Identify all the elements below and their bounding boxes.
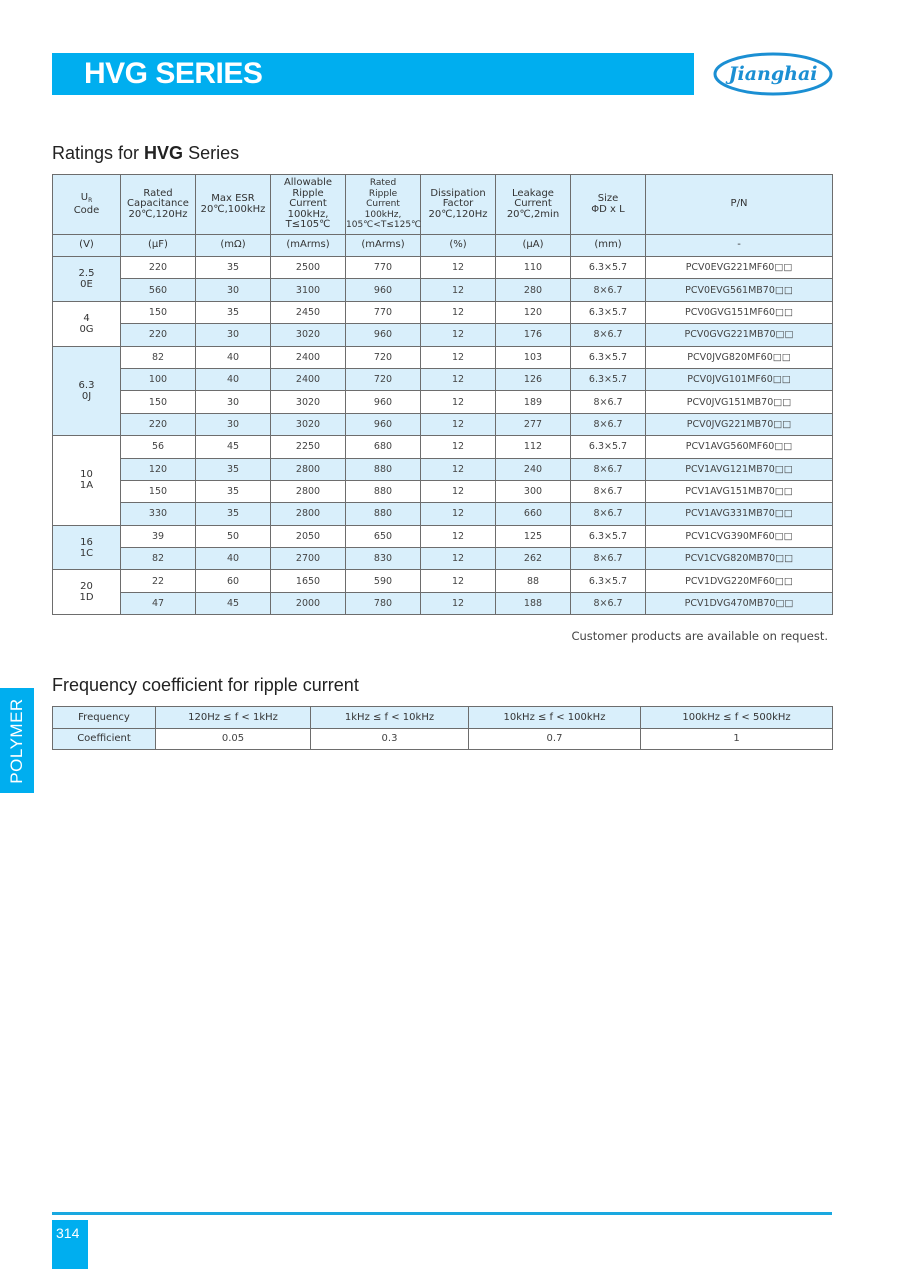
ratings-row [53,413,833,435]
part-number-cell: PCV1CVG820MB70□□ [646,548,833,570]
capacitance-cell: 47 [121,592,196,614]
leakage-current-cell: 176 [496,324,571,346]
part-number-cell: PCV0GVG151MF60□□ [646,301,833,323]
allowable-ripple-cell: 2450 [271,301,346,323]
header-rated-ripple: Rated Ripple Current 100kHz, 105℃<T≤125℃ [346,175,421,235]
capacitance-cell: 100 [121,368,196,390]
voltage-code-cell [53,525,121,570]
rated-ripple-cell: 770 [346,301,421,323]
allowable-ripple-cell: 3020 [271,324,346,346]
allowable-ripple-cell: 2500 [271,257,346,279]
dissipation-factor-cell: 12 [421,301,496,323]
rated-ripple-cell: 960 [346,279,421,301]
voltage-code: 0J [81,390,92,402]
leakage-current-cell: 262 [496,548,571,570]
coefficient-row [53,728,833,750]
leakage-current-cell: 110 [496,257,571,279]
ratings-row [53,301,833,323]
part-number-cell: PCV0GVG221MB70□□ [646,324,833,346]
header-allowable-ripple: Allowable Ripple Current 100kHz, T≤105℃ [271,175,346,235]
max-esr-cell: 35 [196,480,271,502]
voltage-code: 1A [79,480,94,492]
part-number-cell: PCV0JVG221MB70□□ [646,413,833,435]
leakage-current-cell: 277 [496,413,571,435]
header-size: Size ΦD x L [571,175,646,235]
unit-cell: (μF) [121,235,196,257]
capacitance-cell: 82 [121,548,196,570]
dissipation-factor-cell: 12 [421,548,496,570]
size-cell: 6.3×5.7 [571,525,646,547]
size-cell: 8×6.7 [571,458,646,480]
capacitance-cell: 220 [121,257,196,279]
part-number-cell: PCV1AVG560MF60□□ [646,436,833,458]
max-esr-cell: 40 [196,368,271,390]
unit-cell: (mΩ) [196,235,271,257]
dissipation-factor-cell: 12 [421,346,496,368]
jianghai-logo [712,51,834,97]
frequency-range: 1kHz ≤ f < 10kHz [311,707,469,729]
size-cell: 6.3×5.7 [571,346,646,368]
dissipation-factor-cell: 12 [421,592,496,614]
allowable-ripple-cell: 3020 [271,413,346,435]
max-esr-cell: 30 [196,324,271,346]
capacitance-cell: 330 [121,503,196,525]
coefficient-value: 0.05 [156,728,311,750]
ratings-row [53,592,833,614]
part-number-cell: PCV1AVG331MB70□□ [646,503,833,525]
ratings-row [53,458,833,480]
max-esr-cell: 60 [196,570,271,592]
ratings-row [53,503,833,525]
voltage-code-cell [53,301,121,346]
unit-cell: (mm) [571,235,646,257]
max-esr-cell: 45 [196,436,271,458]
rated-ripple-cell: 880 [346,503,421,525]
rated-ripple-cell: 780 [346,592,421,614]
voltage-code: 0G [79,323,94,335]
dissipation-factor-cell: 12 [421,525,496,547]
allowable-ripple-cell: 2800 [271,480,346,502]
allowable-ripple-cell: 2050 [271,525,346,547]
frequency-row [53,707,833,729]
size-cell: 8×6.7 [571,413,646,435]
size-cell: 8×6.7 [571,391,646,413]
frequency-range: 120Hz ≤ f < 1kHz [156,707,311,729]
ratings-header-row [53,175,833,235]
capacitance-cell: 39 [121,525,196,547]
rated-voltage: 16 [80,536,93,548]
allowable-ripple-cell: 2700 [271,548,346,570]
capacitance-cell: 220 [121,324,196,346]
max-esr-cell: 30 [196,391,271,413]
capacitance-cell: 120 [121,458,196,480]
dissipation-factor-cell: 12 [421,503,496,525]
series-banner [52,53,694,95]
ratings-row [53,548,833,570]
allowable-ripple-cell: 3100 [271,279,346,301]
size-cell: 6.3×5.7 [571,570,646,592]
ratings-row [53,346,833,368]
rated-ripple-cell: 960 [346,324,421,346]
rated-voltage: 4 [83,312,90,324]
ratings-title-prefix: Ratings for [52,143,145,163]
rated-ripple-cell: 650 [346,525,421,547]
allowable-ripple-cell: 2400 [271,346,346,368]
max-esr-cell: 30 [196,413,271,435]
max-esr-cell: 40 [196,346,271,368]
max-esr-cell: 35 [196,458,271,480]
rated-ripple-cell: 680 [346,436,421,458]
capacitance-cell: 150 [121,391,196,413]
rated-voltage: 6.3 [78,379,95,391]
header-dissipation-factor: Dissipation Factor 20℃,120Hz [421,175,496,235]
ratings-row [53,368,833,390]
size-cell: 6.3×5.7 [571,436,646,458]
header-capacitance: Rated Capacitance 20℃,120Hz [121,175,196,235]
rated-voltage: 2.5 [78,267,95,279]
capacitance-cell: 220 [121,413,196,435]
part-number-cell: PCV0JVG820MF60□□ [646,346,833,368]
unit-cell: (V) [53,235,121,257]
side-tab-label: POLYMER [7,697,26,784]
ratings-row [53,525,833,547]
dissipation-factor-cell: 12 [421,570,496,592]
ratings-row [53,436,833,458]
allowable-ripple-cell: 2250 [271,436,346,458]
capacitance-cell: 82 [121,346,196,368]
rated-ripple-cell: 720 [346,346,421,368]
rated-ripple-cell: 830 [346,548,421,570]
size-cell: 6.3×5.7 [571,257,646,279]
footer-divider [52,1212,832,1215]
part-number-cell: PCV0JVG151MB70□□ [646,391,833,413]
ratings-row [53,257,833,279]
rated-ripple-cell: 960 [346,413,421,435]
max-esr-cell: 35 [196,257,271,279]
size-cell: 8×6.7 [571,324,646,346]
header-leakage-current: Leakage Current 20℃,2min [496,175,571,235]
capacitance-cell: 150 [121,301,196,323]
coefficient-value: 1 [641,728,833,750]
series-title: HVG SERIES [84,57,263,90]
frequency-label: Frequency [53,707,156,729]
rated-ripple-cell: 720 [346,368,421,390]
part-number-cell: PCV0JVG101MF60□□ [646,368,833,390]
unit-cell: (μA) [496,235,571,257]
frequency-range: 10kHz ≤ f < 100kHz [469,707,641,729]
logo-text: Jianghai [728,63,818,85]
dissipation-factor-cell: 12 [421,458,496,480]
dissipation-factor-cell: 12 [421,436,496,458]
size-cell: 6.3×5.7 [571,368,646,390]
ratings-row [53,570,833,592]
allowable-ripple-cell: 2400 [271,368,346,390]
leakage-current-cell: 88 [496,570,571,592]
ratings-row [53,279,833,301]
rated-ripple-cell: 880 [346,480,421,502]
size-cell: 8×6.7 [571,592,646,614]
part-number-cell: PCV0EVG221MF60□□ [646,257,833,279]
rated-ripple-cell: 880 [346,458,421,480]
voltage-code: 1C [79,547,94,559]
size-cell: 8×6.7 [571,548,646,570]
max-esr-cell: 40 [196,548,271,570]
part-number-cell: PCV1AVG121MB70□□ [646,458,833,480]
part-number-cell: PCV1AVG151MB70□□ [646,480,833,502]
allowable-ripple-cell: 2800 [271,458,346,480]
frequency-range: 100kHz ≤ f < 500kHz [641,707,833,729]
leakage-current-cell: 188 [496,592,571,614]
max-esr-cell: 30 [196,279,271,301]
part-number-cell: PCV1CVG390MF60□□ [646,525,833,547]
customer-note: Customer products are available on request. [571,629,828,643]
dissipation-factor-cell: 12 [421,391,496,413]
leakage-current-cell: 112 [496,436,571,458]
rated-ripple-cell: 590 [346,570,421,592]
voltage-code: 1D [79,592,94,604]
ratings-title-series: HVG [144,143,184,163]
capacitance-cell: 22 [121,570,196,592]
size-cell: 8×6.7 [571,279,646,301]
page-number: 314 [56,1225,80,1241]
coefficient-value: 0.3 [311,728,469,750]
coefficient-label: Coefficient [53,728,156,750]
coefficient-value: 0.7 [469,728,641,750]
ratings-title [52,143,239,164]
header-part-number: P/N [646,175,833,235]
rated-voltage: 20 [80,581,93,593]
ratings-table [52,174,833,615]
size-cell: 8×6.7 [571,503,646,525]
allowable-ripple-cell: 1650 [271,570,346,592]
part-number-cell: PCV1DVG220MF60□□ [646,570,833,592]
leakage-current-cell: 280 [496,279,571,301]
unit-cell: (%) [421,235,496,257]
allowable-ripple-cell: 3020 [271,391,346,413]
leakage-current-cell: 125 [496,525,571,547]
dissipation-factor-cell: 12 [421,413,496,435]
ratings-row [53,324,833,346]
rated-ripple-cell: 960 [346,391,421,413]
leakage-current-cell: 300 [496,480,571,502]
max-esr-cell: 35 [196,503,271,525]
dissipation-factor-cell: 12 [421,324,496,346]
size-cell: 6.3×5.7 [571,301,646,323]
dissipation-factor-cell: 12 [421,257,496,279]
leakage-current-cell: 126 [496,368,571,390]
unit-cell: (mArms) [346,235,421,257]
max-esr-cell: 50 [196,525,271,547]
voltage-code: 0E [80,278,93,290]
ratings-row [53,480,833,502]
leakage-current-cell: 240 [496,458,571,480]
leakage-current-cell: 660 [496,503,571,525]
ratings-body [53,257,833,615]
unit-cell: - [646,235,833,257]
header-max-esr: Max ESR 20℃,100kHz [196,175,271,235]
polymer-side-tab [0,688,34,793]
dissipation-factor-cell: 12 [421,279,496,301]
allowable-ripple-cell: 2000 [271,592,346,614]
voltage-code-cell [53,436,121,526]
leakage-current-cell: 103 [496,346,571,368]
dissipation-factor-cell: 12 [421,368,496,390]
leakage-current-cell: 189 [496,391,571,413]
capacitance-cell: 560 [121,279,196,301]
size-cell: 8×6.7 [571,480,646,502]
allowable-ripple-cell: 2800 [271,503,346,525]
ratings-title-suffix: Series [183,143,240,163]
voltage-code-cell [53,346,121,436]
unit-cell: (mArms) [271,235,346,257]
voltage-code-cell [53,570,121,615]
part-number-cell: PCV1DVG470MB70□□ [646,592,833,614]
rated-ripple-cell: 770 [346,257,421,279]
max-esr-cell: 45 [196,592,271,614]
header-ur-code: $U_R$ Code [53,175,121,235]
frequency-title: Frequency coefficient for ripple current [52,675,359,695]
page-number-box [52,1220,88,1269]
dissipation-factor-cell: 12 [421,480,496,502]
capacitance-cell: 150 [121,480,196,502]
rated-voltage: 10 [80,469,93,481]
part-number-cell: PCV0EVG561MB70□□ [646,279,833,301]
capacitance-cell: 56 [121,436,196,458]
frequency-table [52,706,833,750]
ratings-row [53,391,833,413]
ratings-units-row [53,235,833,257]
max-esr-cell: 35 [196,301,271,323]
leakage-current-cell: 120 [496,301,571,323]
voltage-code-cell [53,257,121,302]
